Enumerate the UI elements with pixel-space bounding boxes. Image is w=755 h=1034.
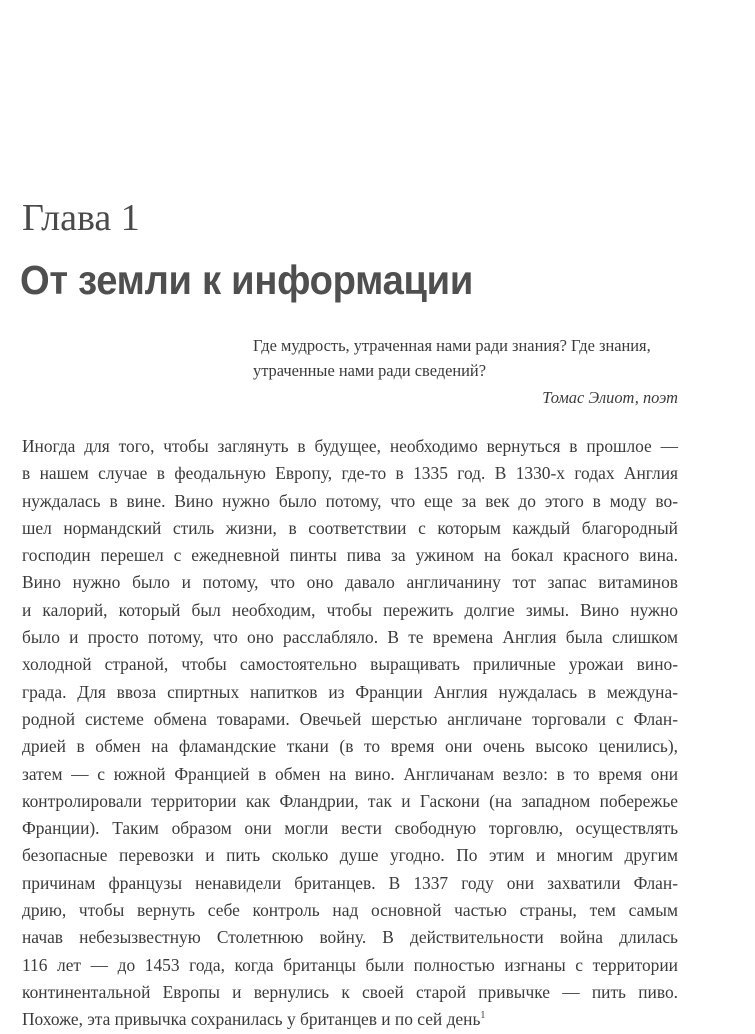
body-line: града. Для ввоза спиртных напитков из Франции Англия нуждалась в междуна- xyxy=(22,681,678,702)
body-line: дрию, чтобы вернуть себе контроль над основной частью страны, тем самым xyxy=(22,900,678,921)
body-paragraph xyxy=(22,433,678,1034)
body-line: 116 лет — до 1453 года, когда британцы были полностью изгнаны с территории xyxy=(22,954,678,975)
body-line: затем — с южной Францией в обмен на вино. Англичанам везло: в то время они xyxy=(22,763,678,784)
body-line: безопасные перевозки и пить сколько душе угодно. По этим и многим другим xyxy=(22,845,678,866)
body-line: шел нормандский стиль жизни, в соответствии с которым каждый благородный xyxy=(22,517,678,538)
body-line: Иногда для того, чтобы заглянуть в будущее, необходимо вернуться в прошлое — xyxy=(22,436,678,456)
body-line: начав небезызвестную Столетнюю войну. В действительности война длилась xyxy=(22,927,678,948)
body-line: холодной страной, чтобы самостоятельно выращивать приличные урожаи вино- xyxy=(22,654,678,675)
body-line-text: Похоже, эта привычка сохранилась у британцев и по сей день xyxy=(22,1009,481,1030)
body-line: причинам французы ненавидели британцев. В 1337 году они захватили Флан- xyxy=(22,872,678,893)
body-line: континентальной Европы и вернулись к своей старой привычке — пить пиво. xyxy=(22,981,678,1002)
body-line-last xyxy=(22,1006,678,1033)
epigraph-author: Томас Элиот, поэт xyxy=(542,388,678,407)
epigraph-line: утраченные нами ради сведений? xyxy=(253,361,486,380)
body-line: было и просто потому, что оно расслабляло. В те времена Англия была слишком xyxy=(22,627,678,648)
body-line: дрией в обмен на фламандские ткани (в то время они очень высоко ценились), xyxy=(22,736,678,757)
body-line: господин перешел с ежедневной пинты пива за ужином на бокал красного вина. xyxy=(22,545,678,566)
body-line: Франции). Таким образом они могли вести свободную торговлю, осуществлять xyxy=(22,818,678,839)
body-line: родной системе обмена товарами. Овечьей шерстью англичане торговали с Флан- xyxy=(22,708,678,729)
epigraph-text xyxy=(253,333,683,383)
footnote-ref[interactable]: 1 xyxy=(480,1010,486,1022)
epigraph-line: Где мудрость, утраченная нами ради знания? Где знания, xyxy=(253,336,651,355)
chapter-label: Глава 1 xyxy=(22,197,140,239)
body-line: в нашем случае в феодальную Европу, где-то в 1335 год. В 1330-х годах Англия xyxy=(22,463,678,484)
body-line: контролировали территории как Фландрии, так и Гаскони (на западном побережье xyxy=(22,790,678,811)
epigraph xyxy=(253,333,683,383)
body-line: Вино нужно было и потому, что оно давало англичанину тот запас витаминов xyxy=(22,572,678,593)
body-line: и калорий, который был необходим, чтобы пережить долгие зимы. Вино нужно xyxy=(22,599,678,620)
chapter-title: От земли к информации xyxy=(20,257,474,303)
body-line: нуждалась в вине. Вино нужно было потому, что еще за век до этого в моду во- xyxy=(22,490,678,511)
